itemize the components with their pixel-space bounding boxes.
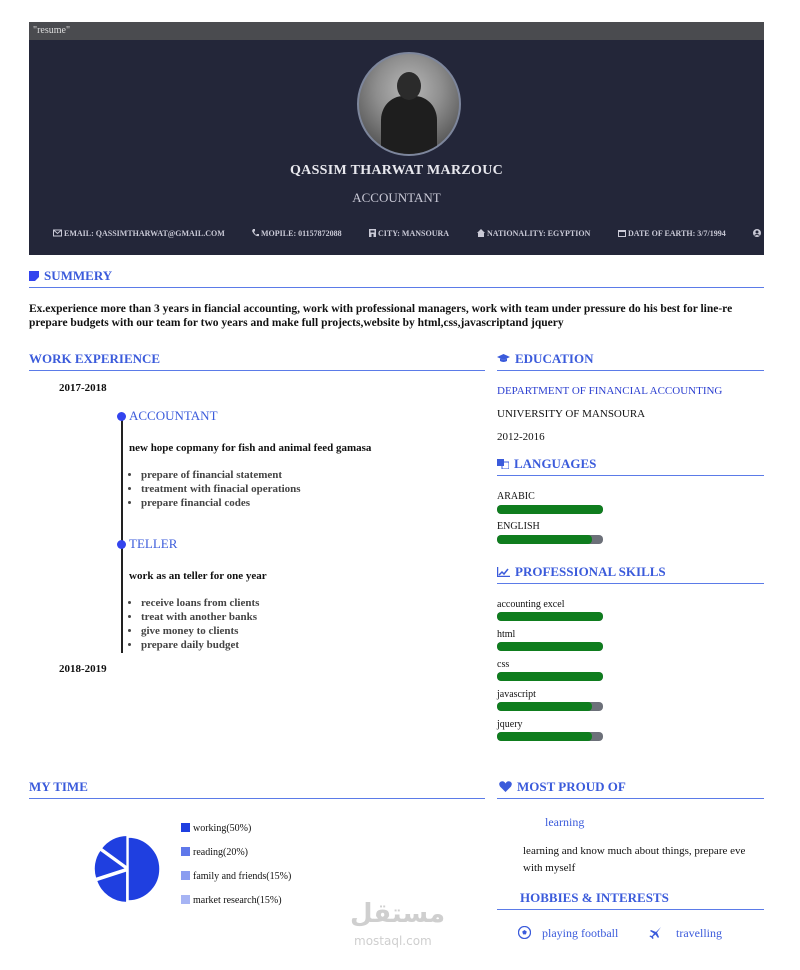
timeline-dot (117, 412, 126, 421)
list-item: • prepare of financial statement (141, 468, 301, 482)
skill-level-bar (497, 702, 603, 711)
skill-level-bar (497, 732, 603, 741)
skill-level-bar (497, 642, 603, 651)
language-level-bar (497, 505, 603, 514)
graduation-cap-icon (497, 354, 510, 364)
language-label: ENGLISH (497, 521, 540, 532)
hobby-travelling: travelling (649, 926, 722, 941)
building-icon (369, 229, 376, 237)
chart-line-icon (497, 567, 510, 577)
home-icon (477, 229, 485, 237)
work-experience-heading: WORK EXPERIENCE (29, 351, 485, 371)
user-icon (753, 229, 761, 237)
my-time-heading: MY TIME (29, 779, 485, 799)
hobbies-heading: HOBBIES & INTERESTS (497, 890, 764, 910)
person-role: ACCOUNTANT (352, 190, 441, 205)
plane-icon (649, 926, 662, 939)
list-item: • receive loans from clients (141, 596, 259, 610)
skill-level-bar (497, 672, 603, 681)
watermark-url: mostaql.com (354, 934, 432, 948)
skill-label: javascript (497, 689, 536, 700)
contact-email[interactable]: EMAIL: QASSIMTHARWAT@GMAIL.COM (53, 229, 225, 238)
contact-nationality: NATIONALITY: EGYPTION (477, 229, 590, 238)
education-years: 2012-2016 (497, 431, 545, 443)
education-heading: EDUCATION (497, 351, 764, 371)
phone-icon (252, 229, 259, 237)
pie-slice-working (128, 837, 160, 901)
work-end-year: 2018-2019 (59, 663, 107, 675)
list-item: • treat with another banks (141, 610, 259, 624)
skills-heading: PROFESSIONAL SKILLS (497, 564, 764, 584)
profile-photo (357, 52, 461, 156)
proud-item-learning: learning (545, 815, 585, 829)
skill-label: html (497, 629, 516, 640)
skill-label: css (497, 659, 510, 670)
language-icon (497, 459, 509, 469)
contact-phone[interactable]: MOPILE: 01157872088 (252, 229, 342, 238)
skill-label: accounting excel (497, 599, 565, 610)
window-title: "resume" (29, 22, 764, 40)
job-duties-list (129, 596, 259, 652)
list-item: • give money to clients (141, 624, 259, 638)
language-level-bar (497, 535, 603, 544)
calendar-icon (618, 229, 626, 237)
legend-swatch (181, 847, 190, 856)
legend-item: reading(20%) (181, 847, 248, 858)
timeline-dot (117, 540, 126, 549)
education-university: UNIVERSITY OF MANSOURA (497, 408, 646, 420)
contact-birthdate: DATE OF EARTH: 3/7/1994 (618, 229, 726, 238)
skill-level-bar (497, 612, 603, 621)
proud-heading: MOST PROUD OF (497, 779, 764, 799)
list-item: • prepare daily budget (141, 638, 259, 652)
legend-item: family and friends(15%) (181, 871, 291, 882)
contact-city: CITY: MANSOURA (369, 229, 449, 238)
legend-item: market research(15%) (181, 895, 282, 906)
legend-swatch (181, 895, 190, 904)
legend-item: working(50%) (181, 823, 251, 834)
job-description: new hope copmany for fish and animal feed gamasa (129, 442, 372, 454)
list-item: • prepare financial codes (141, 496, 301, 510)
job-title-accountant: ACCOUNTANT (129, 408, 218, 423)
heart-icon (499, 781, 512, 792)
proud-description: learning and know much about things, prepare eve with myself (523, 845, 746, 874)
list-item: • treatment with finacial operations (141, 482, 301, 496)
education-department: DEPARTMENT OF FINANCIAL ACCOUNTING (497, 385, 723, 397)
contact-user (753, 229, 763, 238)
legend-swatch (181, 823, 190, 832)
contacts-row (29, 229, 764, 243)
job-title-teller: TELLER (129, 536, 178, 551)
job-description: work as an teller for one year (129, 570, 267, 582)
summary-text: Ex.experience more than 3 years in fiancial accounting, work with professional managers, work with team under pressure do his best for line-re prepare budgets with our team for two years and make full projects,website by html,css,javascriptand jquery (29, 303, 733, 329)
skill-label: jquery (497, 719, 523, 730)
football-icon (518, 926, 531, 939)
summary-heading: SUMMERY (29, 268, 764, 288)
person-name: QASSIM THARWAT MARZOUC (289, 163, 504, 178)
legend-swatch (181, 871, 190, 880)
hobby-football: playing football (518, 926, 618, 941)
language-label: ARABIC (497, 491, 535, 502)
note-icon (29, 271, 39, 281)
job-duties-list (129, 468, 301, 510)
time-pie-chart (94, 835, 162, 903)
watermark-logo: مستقل (350, 899, 446, 929)
timeline-line (121, 413, 123, 653)
work-start-year: 2017-2018 (59, 382, 107, 394)
envelope-icon (53, 229, 62, 237)
profile-header (29, 40, 764, 255)
languages-heading: LANGUAGES (497, 456, 764, 476)
